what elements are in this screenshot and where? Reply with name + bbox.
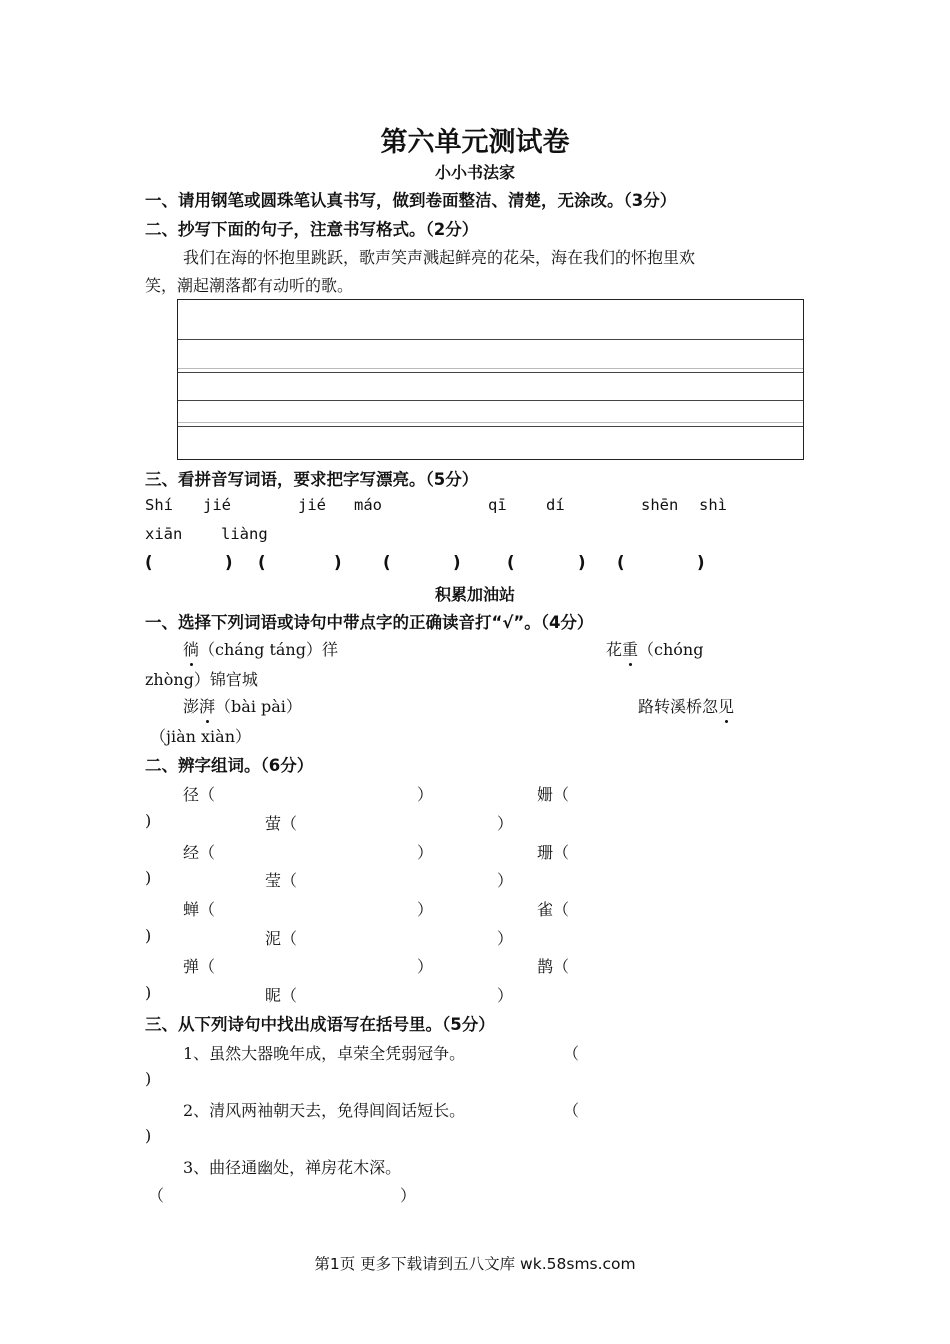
question-6: 三、从下列诗句中找出成语写在括号里。（5分） <box>145 1015 495 1034</box>
question-1: 一、请用钢笔或圆珠笔认真书写，做到卷面整洁、清楚，无涂改。（3分） <box>145 191 677 210</box>
paren-close: ) <box>145 811 152 830</box>
passage-line-1: 我们在海的怀抱里跳跃，歌声笑声溅起鲜亮的花朵，海在我们的怀抱里欢 <box>183 248 696 267</box>
char-pair-b <box>537 897 569 920</box>
reading-text: 澎 <box>183 697 200 716</box>
paren: （ <box>199 785 216 804</box>
pinyin-2: jié <box>203 496 231 514</box>
answer-paren-close: ) <box>578 553 586 572</box>
paren-open: （ <box>563 1101 580 1120</box>
answer-paren-close: ) <box>334 553 342 572</box>
paren-open: （ <box>148 1186 165 1205</box>
reading-item-2-cont: zhòng）锦官城 <box>145 670 258 689</box>
paren-close: ) <box>145 983 152 1002</box>
paren-open: （ <box>563 1044 580 1063</box>
reading-item-3 <box>183 694 302 717</box>
poem-line-2: 2、清风两袖朝天去，免得闾阎话短长。 <box>183 1101 466 1120</box>
pinyin-6: dí <box>546 496 565 514</box>
paren-close: ） <box>417 957 434 976</box>
char: 雀 <box>537 900 554 919</box>
reading-text: 路转溪桥忽 <box>638 697 719 716</box>
char-pair-b <box>537 782 569 805</box>
pinyin-4: máo <box>354 496 382 514</box>
paren-close: ） <box>497 929 514 948</box>
paren: （ <box>553 843 570 862</box>
grid-line <box>178 400 803 401</box>
passage-line-2: 笑，潮起潮落都有动听的歌。 <box>145 276 354 295</box>
paren-close: ） <box>400 1186 417 1205</box>
page-title: 第六单元测试卷 <box>380 127 570 158</box>
reading-item-4-cont: （jiàn xiàn） <box>150 727 251 746</box>
section-heading-calligraphy: 小小书法家 <box>434 163 515 182</box>
char-pair-c <box>265 868 297 891</box>
paren: （ <box>553 785 570 804</box>
paren-close: ) <box>145 1126 152 1145</box>
question-5: 二、辨字组词。（6分） <box>145 756 314 775</box>
paren-close: ） <box>417 843 434 862</box>
char: 昵 <box>265 986 282 1005</box>
char: 蝉 <box>183 900 200 919</box>
paren-close: ) <box>145 1069 152 1088</box>
char-pair-c <box>265 926 297 949</box>
pinyin-8: shì <box>699 496 727 514</box>
char-pair-a <box>183 782 215 805</box>
paren: （ <box>281 871 298 890</box>
answer-paren-open: ( <box>507 553 515 572</box>
answer-paren-close: ) <box>225 553 233 572</box>
grid-line <box>178 426 803 427</box>
pinyin-1: Shí <box>145 496 173 514</box>
reading-options: （bài pài） <box>215 697 302 716</box>
paren: （ <box>281 929 298 948</box>
paren: （ <box>553 957 570 976</box>
question-3: 三、看拼音写词语，要求把字写漂亮。（5分） <box>145 470 479 489</box>
char-pair-a <box>183 897 215 920</box>
char: 经 <box>183 843 200 862</box>
pinyin-7: shēn <box>641 496 679 514</box>
answer-paren-open: ( <box>258 553 266 572</box>
pinyin-5: qī <box>488 496 507 514</box>
dotted-char: 重 <box>622 637 638 660</box>
dotted-char: 见 <box>718 694 734 717</box>
paren: （ <box>199 900 216 919</box>
page-footer: 第1页 更多下载请到五八文库 wk.58sms.com <box>314 1255 636 1273</box>
answer-paren-open: ( <box>145 553 153 572</box>
char: 泥 <box>265 929 282 948</box>
char: 莹 <box>265 871 282 890</box>
char-pair-c <box>265 811 297 834</box>
writing-grid[interactable] <box>177 299 804 460</box>
answer-paren-open: ( <box>617 553 625 572</box>
answer-paren-close: ) <box>453 553 461 572</box>
paren-close: ） <box>497 871 514 890</box>
grid-line <box>178 422 803 423</box>
reading-text: 花 <box>606 640 623 659</box>
answer-paren-open: ( <box>383 553 391 572</box>
section-heading-accumulation: 积累加油站 <box>434 585 515 604</box>
char: 径 <box>183 785 200 804</box>
char-pair-a <box>183 840 215 863</box>
answer-paren-close: ) <box>697 553 705 572</box>
paren: （ <box>281 986 298 1005</box>
char-pair-c <box>265 983 297 1006</box>
dotted-char: 湃 <box>199 694 215 717</box>
char: 姗 <box>537 785 554 804</box>
paren: （ <box>553 900 570 919</box>
poem-line-1: 1、虽然大器晚年成，卓荣全凭弱冠争。 <box>183 1044 466 1063</box>
reading-item-2 <box>606 637 703 660</box>
question-4: 一、选择下列词语或诗句中带点字的正确读音打“√”。（4分） <box>145 613 594 632</box>
paren-close: ) <box>145 868 152 887</box>
paren-close: ） <box>497 814 514 833</box>
paren: （ <box>281 814 298 833</box>
char-pair-a <box>183 954 215 977</box>
paren-close: ) <box>145 926 152 945</box>
char: 弹 <box>183 957 200 976</box>
grid-line <box>178 372 803 373</box>
reading-options: （chóng <box>638 640 704 659</box>
char: 萤 <box>265 814 282 833</box>
paren-close: ） <box>417 900 434 919</box>
char-pair-b <box>537 840 569 863</box>
dotted-char: 徜 <box>183 637 199 660</box>
paren-close: ） <box>417 785 434 804</box>
reading-item-4 <box>638 694 734 717</box>
char: 珊 <box>537 843 554 862</box>
char-pair-b <box>537 954 569 977</box>
paren: （ <box>199 843 216 862</box>
poem-line-3: 3、曲径通幽处，禅房花木深。 <box>183 1158 402 1177</box>
question-2: 二、抄写下面的句子，注意书写格式。（2分） <box>145 220 479 239</box>
pinyin-9: xiān <box>145 525 183 543</box>
grid-line <box>178 368 803 369</box>
reading-options: （cháng táng）徉 <box>199 640 338 659</box>
char: 鹊 <box>537 957 554 976</box>
grid-line <box>178 339 803 340</box>
paren-close: ） <box>497 986 514 1005</box>
pinyin-10: liàng <box>221 525 268 543</box>
paren: （ <box>199 957 216 976</box>
pinyin-3: jié <box>298 496 326 514</box>
reading-item-1 <box>183 637 338 660</box>
